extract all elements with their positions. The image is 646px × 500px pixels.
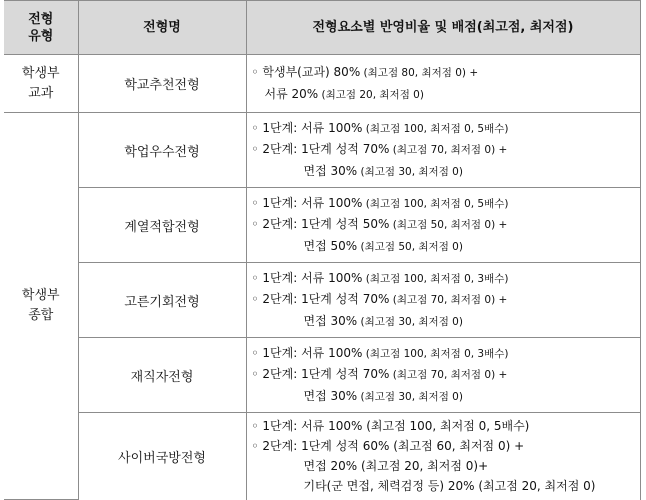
desc-line: ◦ 1단계: 서류 100% (최고점 100, 최저점 0, 5배수) (251, 195, 509, 210)
header-row (4, 1, 640, 55)
type-line1: 학생부 (21, 65, 60, 81)
type-line1: 학생부 (21, 288, 60, 303)
desc-line: ◦ 2단계: 1단계 성적 60% (최고점 60, 최저점 0) + (251, 439, 525, 454)
table-row (4, 338, 640, 413)
name-cell: 계열적합전형 (78, 188, 246, 263)
header-type-line2: 유형 (28, 28, 54, 44)
desc-cell (246, 113, 640, 188)
desc-cell (246, 338, 640, 413)
name-cell: 고른기회전형 (78, 263, 246, 338)
table-row (4, 55, 640, 113)
type-cell-gyogwa (4, 55, 78, 113)
desc-cell (246, 188, 640, 263)
type-cell-jonghap (4, 113, 78, 500)
desc-line: ◦ 2단계: 1단계 성적 50% (최고점 50, 최저점 0) + (251, 217, 508, 232)
desc-line: ◦ 2단계: 1단계 성적 70% (최고점 70, 최저점 0) + (251, 142, 508, 157)
desc-cell (246, 413, 640, 500)
name-cell: 재직자전형 (78, 338, 246, 413)
table-row (4, 113, 640, 188)
header-name: 전형명 (78, 1, 246, 55)
header-ratio: 전형요소별 반영비율 및 배점(최고점, 최저점) (246, 1, 640, 55)
desc-cell (246, 55, 640, 113)
desc-line: 기타(군 면접, 체력검정 등) 20% (최고점 20, 최저점 0) (303, 479, 596, 494)
desc-cell (246, 263, 640, 338)
table-row (4, 188, 640, 263)
name-cell: 사이버국방전형 (78, 413, 246, 500)
desc-line: ◦ 1단계: 서류 100% (최고점 100, 최저점 0, 5배수) (251, 419, 530, 434)
desc-line: ◦ 1단계: 서류 100% (최고점 100, 최저점 0, 3배수) (251, 270, 509, 285)
desc-line: 면접 30% (최고점 30, 최저점 0) (303, 388, 463, 403)
desc-line: 면접 20% (최고점 20, 최저점 0)+ (303, 459, 489, 474)
desc-line: 면접 30% (최고점 30, 최저점 0) (303, 163, 463, 178)
name-cell: 학업우수전형 (78, 113, 246, 188)
table-row (4, 263, 640, 338)
header-type-line1: 전형 (28, 11, 54, 27)
desc-line: ◦ 1단계: 서류 100% (최고점 100, 최저점 0, 3배수) (251, 345, 509, 360)
desc-line: 서류 20% (최고점 20, 최저점 0) (264, 86, 424, 101)
desc-line: ◦ 학생부(교과) 80% (최고점 80, 최저점 0) + (251, 65, 479, 79)
header-type (4, 1, 78, 55)
desc-line: 면접 50% (최고점 50, 최저점 0) (303, 238, 463, 253)
desc-line: ◦ 2단계: 1단계 성적 70% (최고점 70, 최저점 0) + (251, 292, 508, 307)
name-cell: 학교추천전형 (78, 55, 246, 113)
type-line2: 교과 (28, 85, 54, 101)
desc-line: ◦ 1단계: 서류 100% (최고점 100, 최저점 0, 5배수) (251, 120, 509, 135)
admission-ratio-table (4, 0, 641, 500)
type-line2: 종합 (28, 308, 54, 323)
desc-line: ◦ 2단계: 1단계 성적 70% (최고점 70, 최저점 0) + (251, 367, 508, 382)
desc-line: 면접 30% (최고점 30, 최저점 0) (303, 313, 463, 328)
table-row (4, 413, 640, 500)
